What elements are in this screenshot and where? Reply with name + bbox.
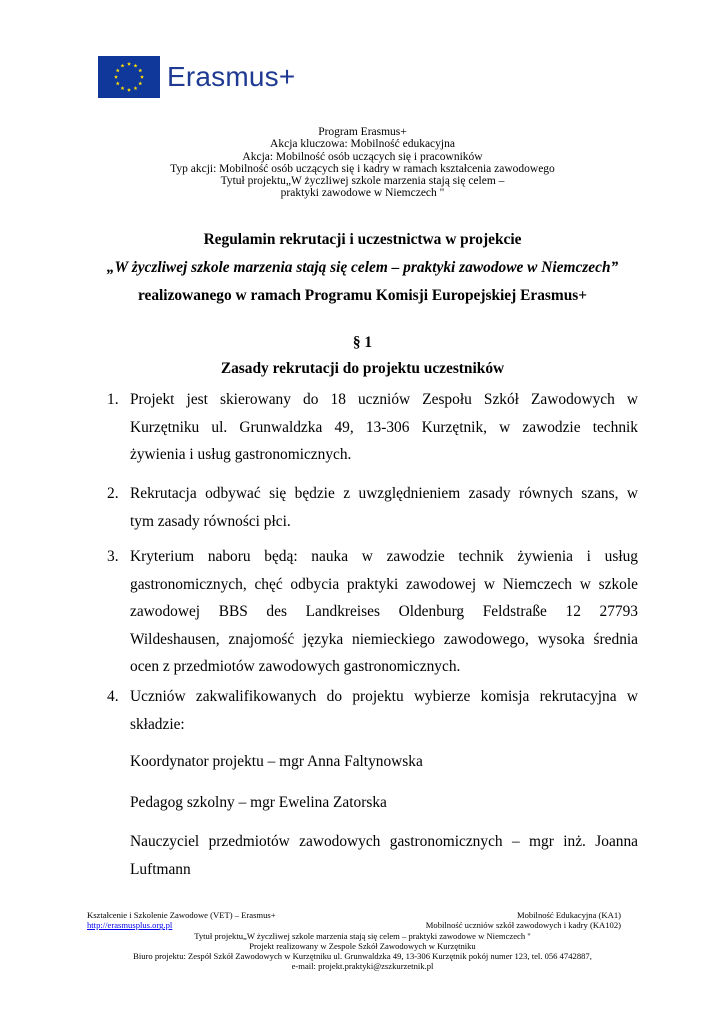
committee-teacher [130, 828, 638, 883]
eu-star-icon [121, 86, 125, 90]
footer-office: Biuro projektu: Zespół Szkół Zawodowych w Kurzętniku ul. Grunwaldzka 49, 13-306 Kurzętnik pokój numer 123, tel. 056 4742887, [133, 951, 592, 962]
header-line: Tytuł projektu„W życzliwej szkole marzenia stają się celem – [220, 175, 505, 188]
document-title [0, 226, 725, 310]
footer-program: Kształcenie i Szkolenie Zawodowe (VET) – Erasmus+ [87, 910, 276, 920]
eu-flag-icon [98, 56, 160, 98]
title-line-1: Regulamin rekrutacji i uczestnictwa w projekcie [203, 231, 522, 248]
footer-project-school: Projekt realizowany w Zespole Szkół Zawodowych w Kurzętniku [249, 940, 476, 951]
list-item-line: Projekt jest skierowany do 18 uczniów Zespołu Szkół Zawodowych w [130, 391, 638, 408]
section-number: § 1 [352, 334, 373, 351]
list-item-line: tym zasady równości płci. [130, 512, 291, 530]
footer-email: e-mail: projekt.praktyki@zszkurzetnik.pl [291, 961, 434, 972]
list-item-line: Wildeshausen, znajomość języka niemieckiego zawodowego, wysoka średnia [130, 630, 638, 648]
pedagogue-text: Pedagog szkolny – mgr Ewelina Zatorska [130, 794, 387, 811]
list-item-line: Kryterium naboru będą: nauka w zawodzie technik żywienia i usług [130, 548, 638, 565]
header-line: Typ akcji: Mobilność osób uczących się i kadry w ramach kształcenia zawodowego [170, 162, 555, 175]
header-line: praktyki zawodowe w Niemczech " [280, 187, 445, 200]
erasmus-logo [98, 55, 295, 98]
eu-star-icon [121, 63, 125, 67]
eu-star-icon [138, 81, 142, 85]
list-item-number: 4. [107, 688, 119, 705]
header-line: Akcja kluczowa: Mobilność edukacyjna [270, 138, 455, 151]
teacher-line: Nauczyciel przedmiotów zawodowych gastronomicznych – mgr inż. Joanna [130, 833, 638, 850]
footer-action-type: Mobilność uczniów szkół zawodowych i kadry (KA102) [425, 920, 621, 931]
header-line: Akcja: Mobilność osób uczących się i pracowników [242, 150, 483, 163]
list-item-line: zawodowej BBS des Landkreises Oldenburg Feldstraße 12 27793 [130, 603, 638, 620]
eu-star-icon [116, 68, 120, 72]
teacher-line: Luftmann [130, 860, 191, 878]
eu-star-icon [127, 61, 131, 65]
coordinator-text: Koordynator projektu – mgr Anna Faltynowska [130, 753, 423, 770]
program-header [0, 126, 725, 200]
list-item-line: składzie: [130, 715, 185, 733]
list-item-line: Uczniów zakwalifikowanych do projektu wybierze komisja rekrutacyjna w [130, 688, 638, 705]
erasmus-wordmark: Erasmus+ [167, 60, 296, 92]
list-item-line: Rekrutacja odbywać się będzie z uwzględnieniem zasady równych szans, w [130, 485, 638, 502]
header-line: Program Erasmus+ [318, 126, 407, 138]
eu-star-icon [140, 74, 144, 78]
list-item-line: ocen z przedmiotów zawodowych gastronomicznych. [130, 658, 461, 675]
committee-coordinator [130, 748, 638, 776]
list-item-number: 3. [107, 548, 119, 565]
title-line-2: „W życzliwej szkole marzenia stają się celem – praktyki zawodowe w Niemczech” [106, 259, 619, 276]
eu-star-icon [134, 86, 138, 90]
page-footer [0, 910, 725, 972]
eu-star-icon [138, 68, 142, 72]
list-item-number: 1. [107, 391, 119, 408]
list-item-line: żywienia i usług gastronomicznych. [130, 446, 352, 463]
title-line-3: realizowanego w ramach Programu Komisji Europejskiej Erasmus+ [137, 287, 588, 304]
eu-star-icon [134, 63, 138, 67]
list-item-line: Kurzętniku ul. Grunwaldzka 49, 13-306 Kurzętnik, w zawodzie technik [130, 418, 638, 436]
list-item-line: gastronomicznych, chęć odbycia praktyki zawodowej w Niemczech w szkole [130, 575, 638, 593]
section-title: Zasady rekrutacji do projektu uczestników [220, 360, 505, 377]
eu-star-icon [114, 74, 118, 78]
footer-project-title: Tytuł projektu„W życzliwej szkole marzenia stają się celem – praktyki zawodowe w Niemczech " [194, 930, 531, 941]
footer-action: Mobilność Edukacyjna (KA1) [516, 910, 621, 920]
committee-pedagogue [130, 789, 638, 817]
eu-star-icon [127, 87, 131, 91]
footer-website-link[interactable]: http://erasmusplus.org.pl [87, 920, 173, 931]
eu-star-icon [116, 81, 120, 85]
list-item-number: 2. [107, 485, 119, 502]
